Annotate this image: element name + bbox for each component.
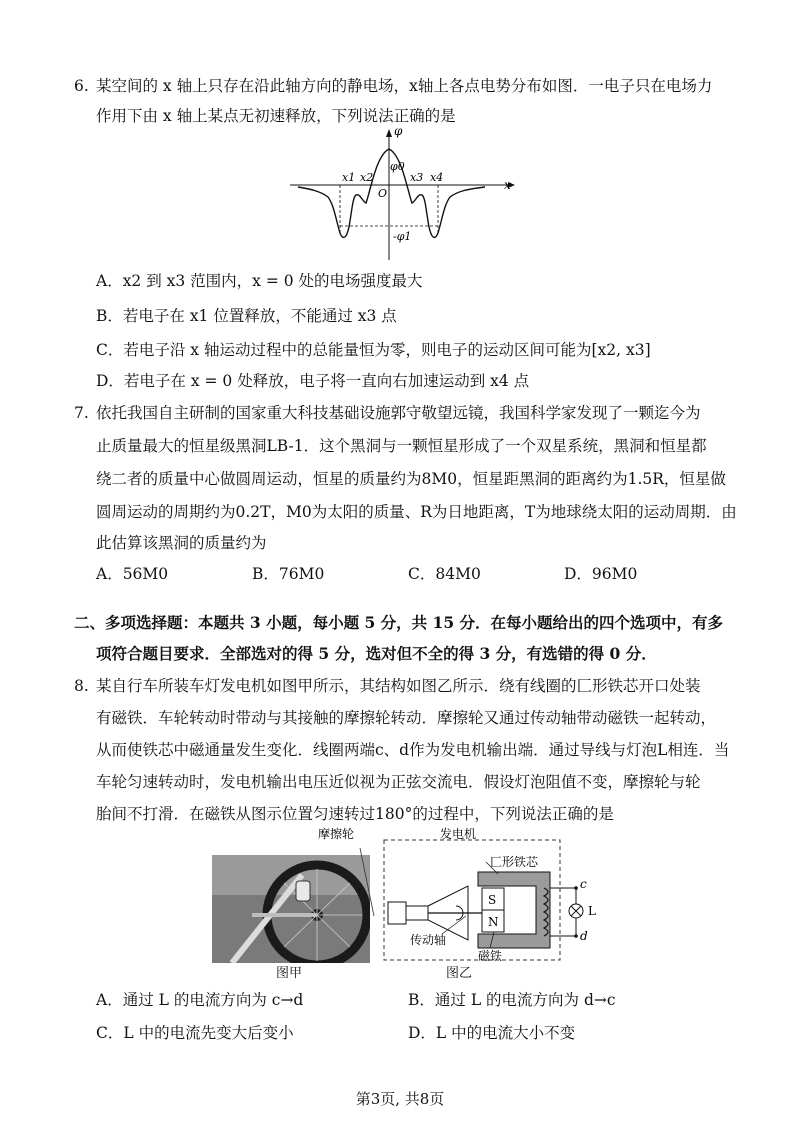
- q6-stem-line2: 作用下由 x 轴上某点无初速释放，下列说法正确的是: [96, 107, 456, 125]
- q8-option-c: C．L 中的电流先变大后变小: [96, 1024, 294, 1042]
- q8-number: 8.: [74, 677, 89, 695]
- q6-option-a: A．x2 到 x3 范围内，x = 0 处的电场强度最大: [96, 272, 423, 290]
- dynamo-shape: [296, 881, 310, 901]
- y-axis-arrow: [386, 129, 392, 137]
- terminal-c-dot: [574, 886, 578, 890]
- q8-stem-line3: 从而使铁芯中磁通量发生变化．线圈两端c、d作为发电机输出端．通过导线与灯泡L相连．当: [96, 741, 730, 759]
- x1-label: x1: [342, 171, 356, 184]
- phi1-label: -φ1: [393, 230, 412, 243]
- q7-number: 7.: [74, 404, 89, 422]
- x4-label: x4: [430, 171, 444, 184]
- generator-label: 发电机: [440, 827, 477, 841]
- q6-option-c: C．若电子沿 x 轴运动过程中的总能量恒为零，则电子的运动区间可能为[x2, x3]: [96, 341, 651, 359]
- q8-stem-line1: 某自行车所装车灯发电机如图甲所示，其结构如图乙所示．绕有线圈的匚形铁芯开口处装: [96, 677, 701, 695]
- terminal-c-label: c: [580, 877, 587, 891]
- wire-d: [550, 926, 576, 936]
- x2-label: x2: [360, 171, 374, 184]
- q6-option-b: B．若电子在 x1 位置释放，不能通过 x3 点: [96, 307, 397, 325]
- magnet-label: 磁铁: [478, 949, 503, 963]
- shaft-coupler: [406, 906, 428, 920]
- q7-option-c: C．84M0: [408, 565, 481, 583]
- q7-stem-line5: 此估算该黑洞的质量约为: [96, 534, 267, 552]
- q8-stem-line5: 胎间不打滑．在磁铁从图示位置匀速转过180°的过程中，下列说法正确的是: [96, 805, 614, 823]
- q8-stem-line4: 车轮匀速转动时，发电机输出电压近似视为正弦交流电．假设灯泡阻值不变，摩擦轮与轮: [96, 773, 701, 791]
- potential-graph: [290, 125, 520, 265]
- q8-stem-line2: 有磁铁．车轮转动时带动与其接触的摩擦轮转动．摩擦轮又通过传动轴带动磁铁一起转动，: [96, 709, 717, 727]
- core-label: 匚形铁芯: [490, 855, 539, 869]
- friction-wheel-leader: [360, 848, 374, 916]
- q6-stem-line1: 某空间的 x 轴上只存在沿此轴方向的静电场，x轴上各点电势分布如图．一电子只在电场力: [96, 77, 713, 95]
- q7-option-d: D．96M0: [564, 565, 638, 583]
- friction-wheel-label: 摩擦轮: [318, 827, 355, 841]
- caption-figure-b: 图乙: [446, 966, 473, 981]
- page-footer: 第3页, 共8页: [355, 1090, 445, 1108]
- q6-option-d: D．若电子在 x = 0 处释放，电子将一直向右加速运动到 x4 点: [96, 372, 530, 390]
- section2-heading-line2: 项符合题目要求．全部选对的得 5 分，选对但不全的得 3 分，有选错的得 0 分．: [96, 644, 657, 663]
- terminal-d-dot: [574, 934, 578, 938]
- q7-option-a: A．56M0: [96, 565, 169, 583]
- terminal-d-label: d: [580, 929, 588, 943]
- magnet-north-label: N: [488, 915, 499, 929]
- friction-wheel-shape: [388, 902, 406, 924]
- caption-figure-a: 图甲: [276, 966, 303, 981]
- section2-heading-line1: 二、多项选择题：本题共 3 小题，每小题 5 分，共 15 分．在每小题给出的四个选项中，有多: [74, 613, 724, 632]
- q6-number: 6.: [74, 77, 89, 95]
- q7-stem-line3: 绕二者的质量中心做圆周运动，恒星的质量约为8M0，恒星距黑洞的距离约为1.5R，恒星做: [96, 470, 726, 488]
- x-axis-label: x: [504, 178, 511, 192]
- lamp-label: L: [588, 904, 596, 918]
- origin-label: O: [378, 187, 388, 200]
- magnet-south-label: S: [488, 893, 497, 907]
- wire-c: [550, 888, 576, 896]
- generator-schematic: [318, 826, 618, 966]
- q7-option-b: B．76M0: [252, 565, 325, 583]
- x3-label: x3: [410, 171, 424, 184]
- q8-option-b: B．通过 L 的电流方向为 d→c: [408, 991, 616, 1009]
- shaft-label: 传动轴: [410, 933, 447, 947]
- q7-stem-line2: 止质量最大的恒星级黑洞LB-1．这个黑洞与一颗恒星形成了一个双星系统，黑洞和恒星都: [96, 437, 707, 455]
- q8-option-a: A．通过 L 的电流方向为 c→d: [96, 991, 304, 1009]
- q7-stem-line1: 依托我国自主研制的国家重大科技基础设施郭守敬望远镜，我国科学家发现了一颗迄今为: [96, 404, 701, 422]
- q7-stem-line4: 圆周运动的周期约为0.2T，M0为太阳的质量、R为日地距离，T为地球绕太阳的运动周期．由: [96, 503, 737, 521]
- y-axis-label: φ: [394, 125, 403, 138]
- q8-option-d: D．L 中的电流大小不变: [408, 1024, 576, 1042]
- phi0-label: φ0: [390, 160, 405, 173]
